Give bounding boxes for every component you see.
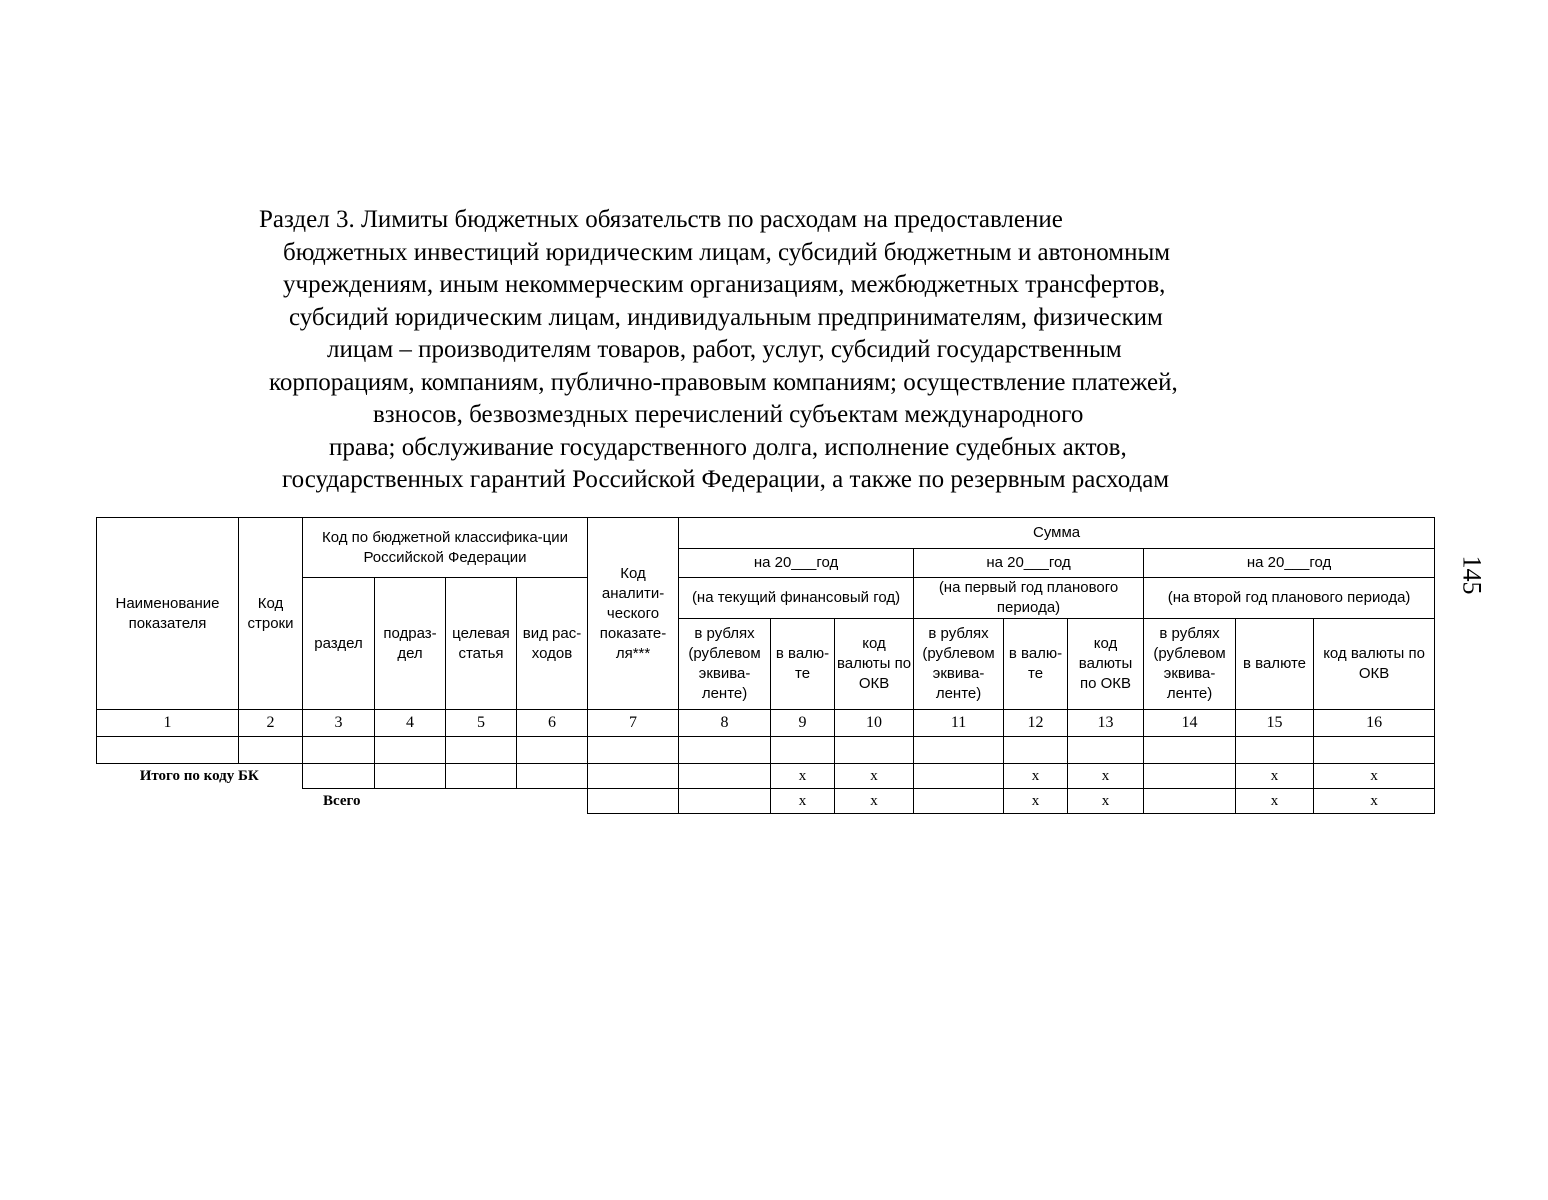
cell-target-article[interactable] (446, 737, 517, 764)
header-bk-expense-type: вид рас-ходов (517, 578, 588, 710)
title-line: корпорациям, компаниям, публично-правовым компаниям; осуществление платежей, (269, 368, 1178, 396)
header-okv: код валюты по ОКВ (1314, 619, 1435, 710)
header-year-first-plan: на 20___год (914, 549, 1144, 578)
header-currency: в валю-те (771, 619, 835, 710)
title-line: учреждениям, иным некоммерческим организациям, межбюджетных трансфертов, (283, 271, 1166, 298)
cell-plan1-okv[interactable] (1068, 737, 1144, 764)
col-number: 8 (679, 710, 771, 737)
cell-section[interactable] (303, 737, 375, 764)
cell-current-rub[interactable] (679, 737, 771, 764)
header-period-first-plan: (на первый год планового периода) (914, 578, 1144, 619)
header-row-code: Код строки (239, 518, 303, 710)
col-number: 11 (914, 710, 1004, 737)
cell-total-analytic[interactable] (588, 764, 679, 789)
header-sum: Сумма (679, 518, 1435, 549)
x-mark: x (1236, 789, 1314, 814)
col-number: 16 (1314, 710, 1435, 737)
header-analytic-code: Код аналити-ческого показате-ля*** (588, 518, 679, 710)
title-line: государственных гарантий Российской Федерации, а также по резервным расходам (282, 466, 1170, 493)
x-mark: x (1068, 764, 1144, 789)
column-number-row (97, 710, 1435, 737)
cell-total-plan1-rub[interactable] (914, 764, 1004, 789)
header-bk-group: Код по бюджетной классифика-ции Российской Федерации (303, 518, 588, 578)
total-by-bk-label: Итого по коду БК (139, 768, 259, 785)
header-year-current: на 20___год (679, 549, 914, 578)
grand-total-label: Всего (323, 793, 361, 810)
cell-plan1-currency[interactable] (1004, 737, 1068, 764)
col-number: 13 (1068, 710, 1144, 737)
title-line: права; обслуживание государственного долга, исполнение судебных актов, (329, 433, 1127, 461)
cell-plan2-rub[interactable] (1144, 737, 1236, 764)
header-bk-subsection: подраз-дел (375, 578, 446, 710)
col-number: 14 (1144, 710, 1236, 737)
x-mark: x (1068, 789, 1144, 814)
col-number: 9 (771, 710, 835, 737)
x-mark: x (1004, 789, 1068, 814)
cell-name[interactable] (97, 737, 239, 764)
col-number: 15 (1236, 710, 1314, 737)
header-period-current: (на текущий финансовый год) (679, 578, 914, 619)
x-mark: x (835, 764, 914, 789)
cell-current-okv[interactable] (835, 737, 914, 764)
col-number: 10 (835, 710, 914, 737)
col-number: 3 (303, 710, 375, 737)
col-number: 5 (446, 710, 517, 737)
col-number: 2 (239, 710, 303, 737)
cell-total-plan2-rub[interactable] (1144, 764, 1236, 789)
title-line: бюджетных инвестиций юридическим лицам, субсидий бюджетным и автономным (283, 238, 1171, 266)
cell-grand-plan1-rub[interactable] (914, 789, 1004, 814)
col-number: 1 (97, 710, 239, 737)
header-year-second-plan: на 20___год (1144, 549, 1435, 578)
col-number: 7 (588, 710, 679, 737)
x-mark: x (1236, 764, 1314, 789)
cell-row-code[interactable] (239, 737, 303, 764)
title-line: субсидий юридическим лицам, индивидуальным предпринимателям, физическим (289, 303, 1163, 331)
cell-expense-type[interactable] (517, 737, 588, 764)
cell-total-subsection[interactable] (375, 764, 446, 789)
grand-total-row (97, 789, 1435, 814)
cell-total-section[interactable] (303, 764, 375, 789)
cell-current-currency[interactable] (771, 737, 835, 764)
header-bk-section: раздел (303, 578, 375, 710)
x-mark: x (835, 789, 914, 814)
cell-grand-analytic[interactable] (588, 789, 679, 814)
col-number: 6 (517, 710, 588, 737)
title-line: взносов, безвозмездных перечислений субъектам международного (373, 401, 1084, 428)
x-mark: x (1004, 764, 1068, 789)
col-number: 12 (1004, 710, 1068, 737)
cell-total-target-article[interactable] (446, 764, 517, 789)
cell-total-current-rub[interactable] (679, 764, 771, 789)
header-period-second-plan: (на второй год планового периода) (1144, 578, 1435, 619)
limits-table (96, 517, 1435, 814)
x-mark: x (771, 764, 835, 789)
header-rub: в рублях (рублевом эквива-ленте) (1144, 619, 1236, 710)
cell-grand-current-rub[interactable] (679, 789, 771, 814)
header-rub: в рублях (рублевом эквива-ленте) (914, 619, 1004, 710)
page-number: 145 (1457, 555, 1487, 595)
header-name: Наименование показателя (97, 518, 239, 710)
header-currency: в валю-те (1004, 619, 1068, 710)
header-currency: в валюте (1236, 619, 1314, 710)
title-line: лицам – производителям товаров, работ, услуг, субсидий государственным (327, 336, 1122, 363)
header-okv: код валюты по ОКВ (835, 619, 914, 710)
data-row-empty (97, 737, 1435, 764)
cell-plan2-okv[interactable] (1314, 737, 1435, 764)
x-mark: x (1314, 789, 1435, 814)
header-bk-target-article: целевая статья (446, 578, 517, 710)
title-line: Раздел 3. Лимиты бюджетных обязательств по расходам на предоставление (259, 206, 1063, 233)
x-mark: x (771, 789, 835, 814)
section-title (250, 204, 1270, 497)
x-mark: x (1314, 764, 1435, 789)
cell-total-expense-type[interactable] (517, 764, 588, 789)
header-okv: код валюты по ОКВ (1068, 619, 1144, 710)
cell-subsection[interactable] (375, 737, 446, 764)
col-number: 4 (375, 710, 446, 737)
total-by-bk-row (97, 764, 1435, 789)
cell-plan1-rub[interactable] (914, 737, 1004, 764)
header-rub: в рублях (рублевом эквива-ленте) (679, 619, 771, 710)
cell-grand-plan2-rub[interactable] (1144, 789, 1236, 814)
cell-analytic-code[interactable] (588, 737, 679, 764)
cell-plan2-currency[interactable] (1236, 737, 1314, 764)
